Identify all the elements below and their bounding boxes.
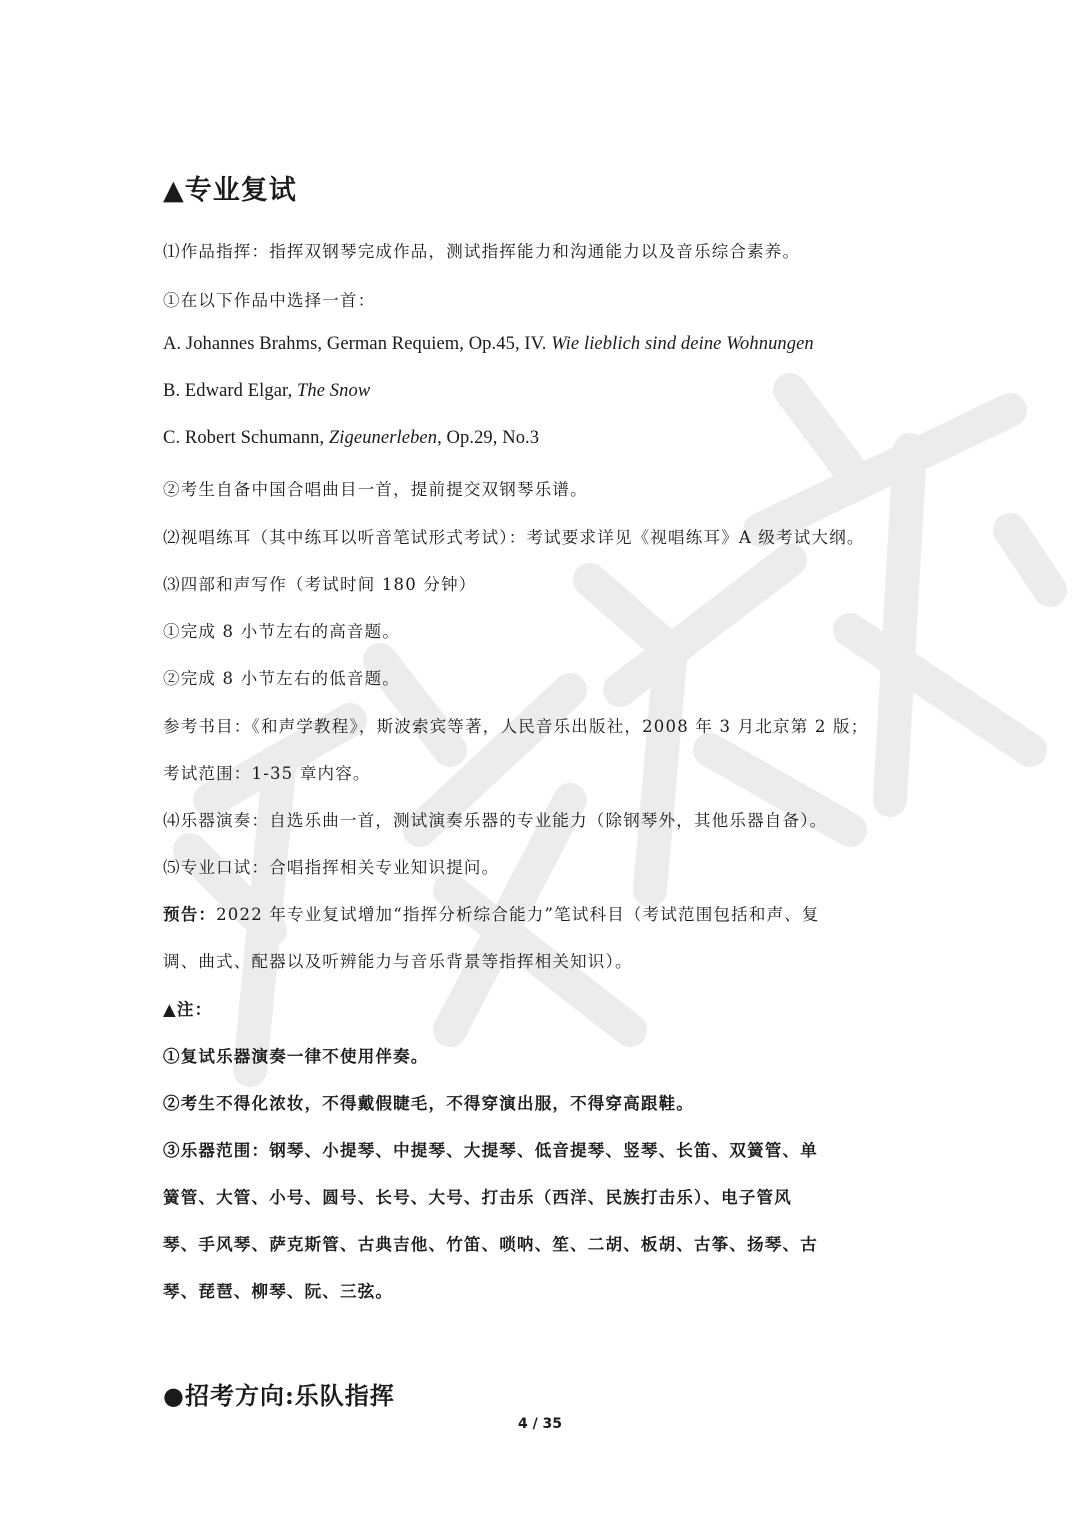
note-2: ②考生不得化浓妆，不得戴假睫毛，不得穿演出服，不得穿高跟鞋。 xyxy=(163,1094,694,1113)
work-option-b-title: The Snow xyxy=(297,381,371,401)
work-option-b xyxy=(163,381,370,402)
notice-label: 预告： xyxy=(163,905,217,924)
choose-one-instruction: ①在以下作品中选择一首： xyxy=(163,291,376,310)
harmony-soprano: ①完成 8 小节左右的高音题。 xyxy=(163,622,400,641)
note-title: ▲注： xyxy=(163,1000,213,1019)
exam-scope: 考试范围：1-35 章内容。 xyxy=(163,764,371,783)
work-option-c-title: Zigeunerleben xyxy=(328,428,438,448)
note-3-line-3: 琴、手风琴、萨克斯管、古典吉他、竹笛、唢呐、笙、二胡、板胡、古筝、扬琴、古 xyxy=(163,1235,818,1254)
page-number: 4 / 35 xyxy=(517,1416,563,1432)
work-option-c-text: C. Robert Schumann, xyxy=(163,428,329,448)
notice-text-1: 2022 年专业复试增加“指挥分析综合能力”笔试科目（考试范围包括和声、复 xyxy=(216,905,820,924)
notice-line-2: 调、曲式、配器以及听辨能力与音乐背景等指挥相关知识）。 xyxy=(163,952,633,971)
work-option-a-text: A. Johannes Brahms, German Requiem, Op.45, IV. xyxy=(163,334,552,354)
item-conducting: ⑴作品指挥：指挥双钢琴完成作品，测试指挥能力和沟通能力以及音乐综合素养。 xyxy=(163,242,801,261)
notice-line-1 xyxy=(163,901,820,925)
item-harmony: ⑶四部和声写作（考试时间 180 分钟） xyxy=(163,575,477,594)
item-oral: ⑸专业口试：合唱指挥相关专业知识提问。 xyxy=(163,858,500,877)
work-option-a xyxy=(163,334,814,355)
note-3-line-2: 簧管、大管、小号、圆号、长号、大号、打击乐（西洋、民族打击乐）、电子管风 xyxy=(163,1188,792,1207)
work-option-a-title: Wie lieblich sind deine Wohnungen xyxy=(551,334,814,354)
work-option-b-text: B. Edward Elgar, xyxy=(163,381,298,401)
reference-book: 参考书目：《和声学教程》，斯波索宾等著，人民音乐出版社，2008 年 3 月北京第 2 版； xyxy=(163,717,869,736)
direction-title: ●招考方向:乐队指挥 xyxy=(163,1381,395,1410)
note-1: ①复试乐器演奏一律不使用伴奏。 xyxy=(163,1047,429,1066)
item-solfege: ⑵视唱练耳（其中练耳以听音笔试形式考试）：考试要求详见《视唱练耳》A 级考试大纲。 xyxy=(163,528,865,547)
harmony-bass: ②完成 8 小节左右的低音题。 xyxy=(163,669,400,688)
section-title: ▲专业复试 xyxy=(163,175,297,206)
work-option-c xyxy=(163,428,539,449)
note-3-line-4: 琴、琵琶、柳琴、阮、三弦。 xyxy=(163,1282,394,1301)
work-option-c-opus: , Op.29, No.3 xyxy=(437,428,540,448)
item-instrument: ⑷乐器演奏：自选乐曲一首，测试演奏乐器的专业能力（除钢琴外，其他乐器自备）。 xyxy=(163,811,828,830)
note-3-line-1: ③乐器范围：钢琴、小提琴、中提琴、大提琴、低音提琴、竖琴、长笛、双簧管、单 xyxy=(163,1141,818,1160)
chinese-choral-requirement: ②考生自备中国合唱曲目一首，提前提交双钢琴乐谱。 xyxy=(163,480,588,499)
